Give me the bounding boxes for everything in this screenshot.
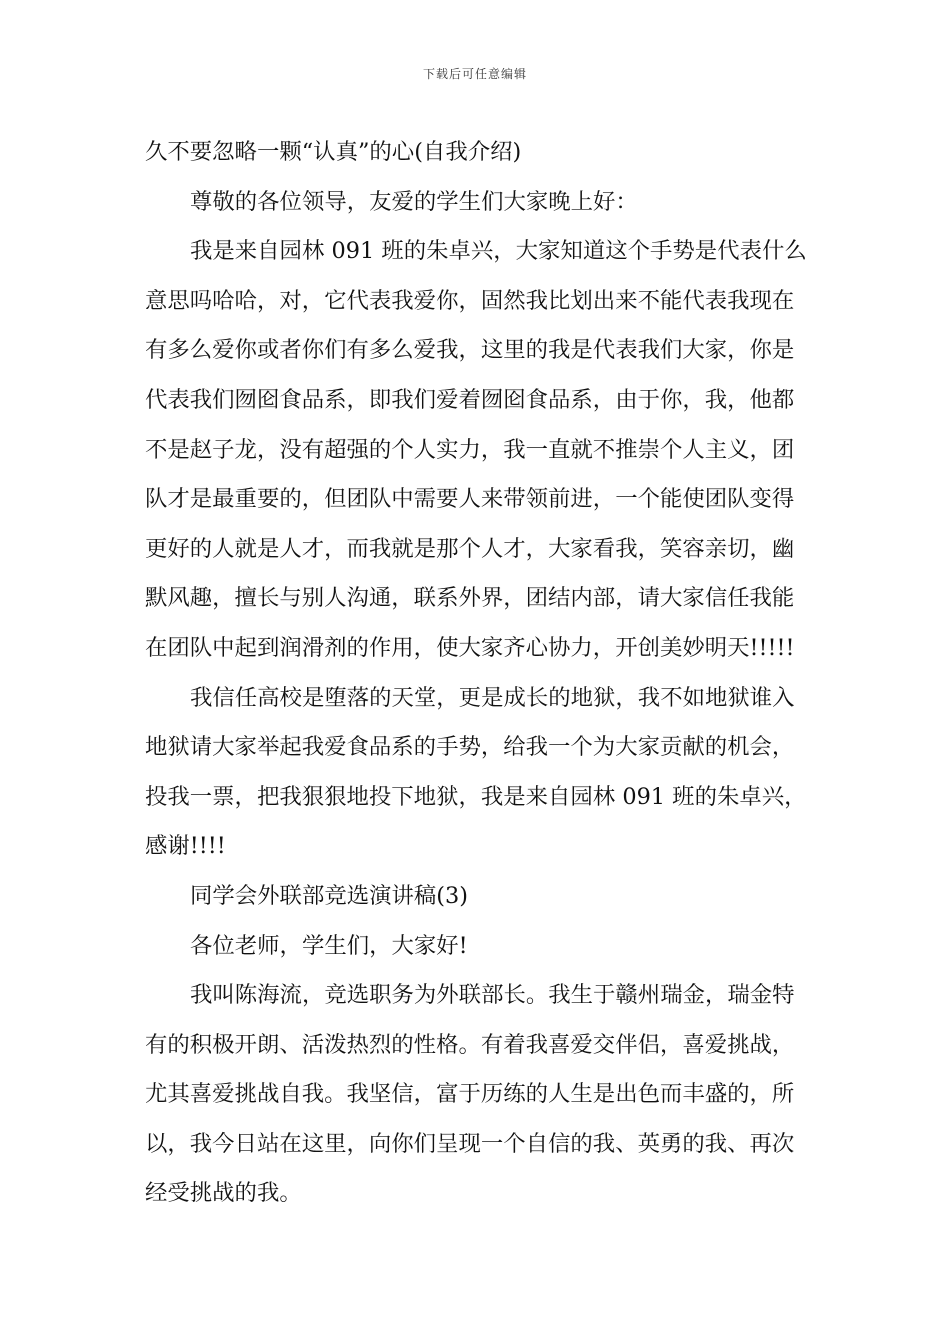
text-line: 我是来自园林 091 班的朱卓兴，大家知道这个手势是代表什么 [190,238,807,265]
text-line: 以，我今日站在这里，向你们呈现一个自信的我、英勇的我、再次 [145,1130,795,1157]
text-line: 不是赵子龙，没有超强的个人实力，我一直就不推崇个人主义，团 [145,436,795,463]
text-line: 尊敬的各位领导，友爱的学生们大家晚上好： [190,188,638,215]
text-line: 尤其喜爱挑战自我。我坚信，富于历练的人生是出色而丰盛的，所 [145,1081,795,1108]
text-line: 队才是最重要的，但团队中需要人来带领前进，一个能使团队变得 [145,486,795,513]
page-header: 下载后可任意编辑 [422,67,527,81]
text-line: 我信任高校是堕落的天堂，更是成长的地狱，我不如地狱谁入 [190,684,795,711]
text-line: 同学会外联部竞选演讲稿(3) [190,882,469,909]
text-line: 地狱请大家举起我爱食品系的手势，给我一个为大家贡献的机会， [145,734,795,761]
text-line: 意思吗哈哈，对，它代表我爱你，固然我比划出来不能代表我现在 [145,287,795,314]
text-line: 在团队中起到润滑剂的作用，使大家齐心协力，开创美妙明天!!!!! [145,634,795,661]
text-line: 有多么爱你或者你们有多么爱我，这里的我是代表我们大家，你是 [145,337,795,364]
text-line: 更好的人就是人才，而我就是那个人才，大家看我，笑容亲切，幽 [145,535,795,562]
text-line: 代表我们囫囵食品系，即我们爱着囫囵食品系，由于你，我，他都 [145,386,795,413]
document-body [145,130,810,1221]
text-line: 久不要忽略一颗“认真”的心(自我介绍) [145,139,522,165]
text-line: 投我一票，把我狠狠地投下地狱，我是来自园林 091 班的朱卓兴， [145,783,807,810]
text-line: 各位老师，学生们，大家好! [190,932,468,959]
text-line: 我叫陈海流，竞选职务为外联部长。我生于赣州瑞金，瑞金特 [190,982,795,1009]
text-line: 有的积极开朗、活泼热烈的性格。有着我喜爱交伴侣，喜爱挑战， [145,1031,795,1058]
text-line: 感谢!!!! [145,833,226,860]
text-line: 经受挑战的我。 [145,1180,302,1207]
text-line: 默风趣，擅长与别人沟通，联系外界，团结内部，请大家信任我能 [145,585,795,612]
